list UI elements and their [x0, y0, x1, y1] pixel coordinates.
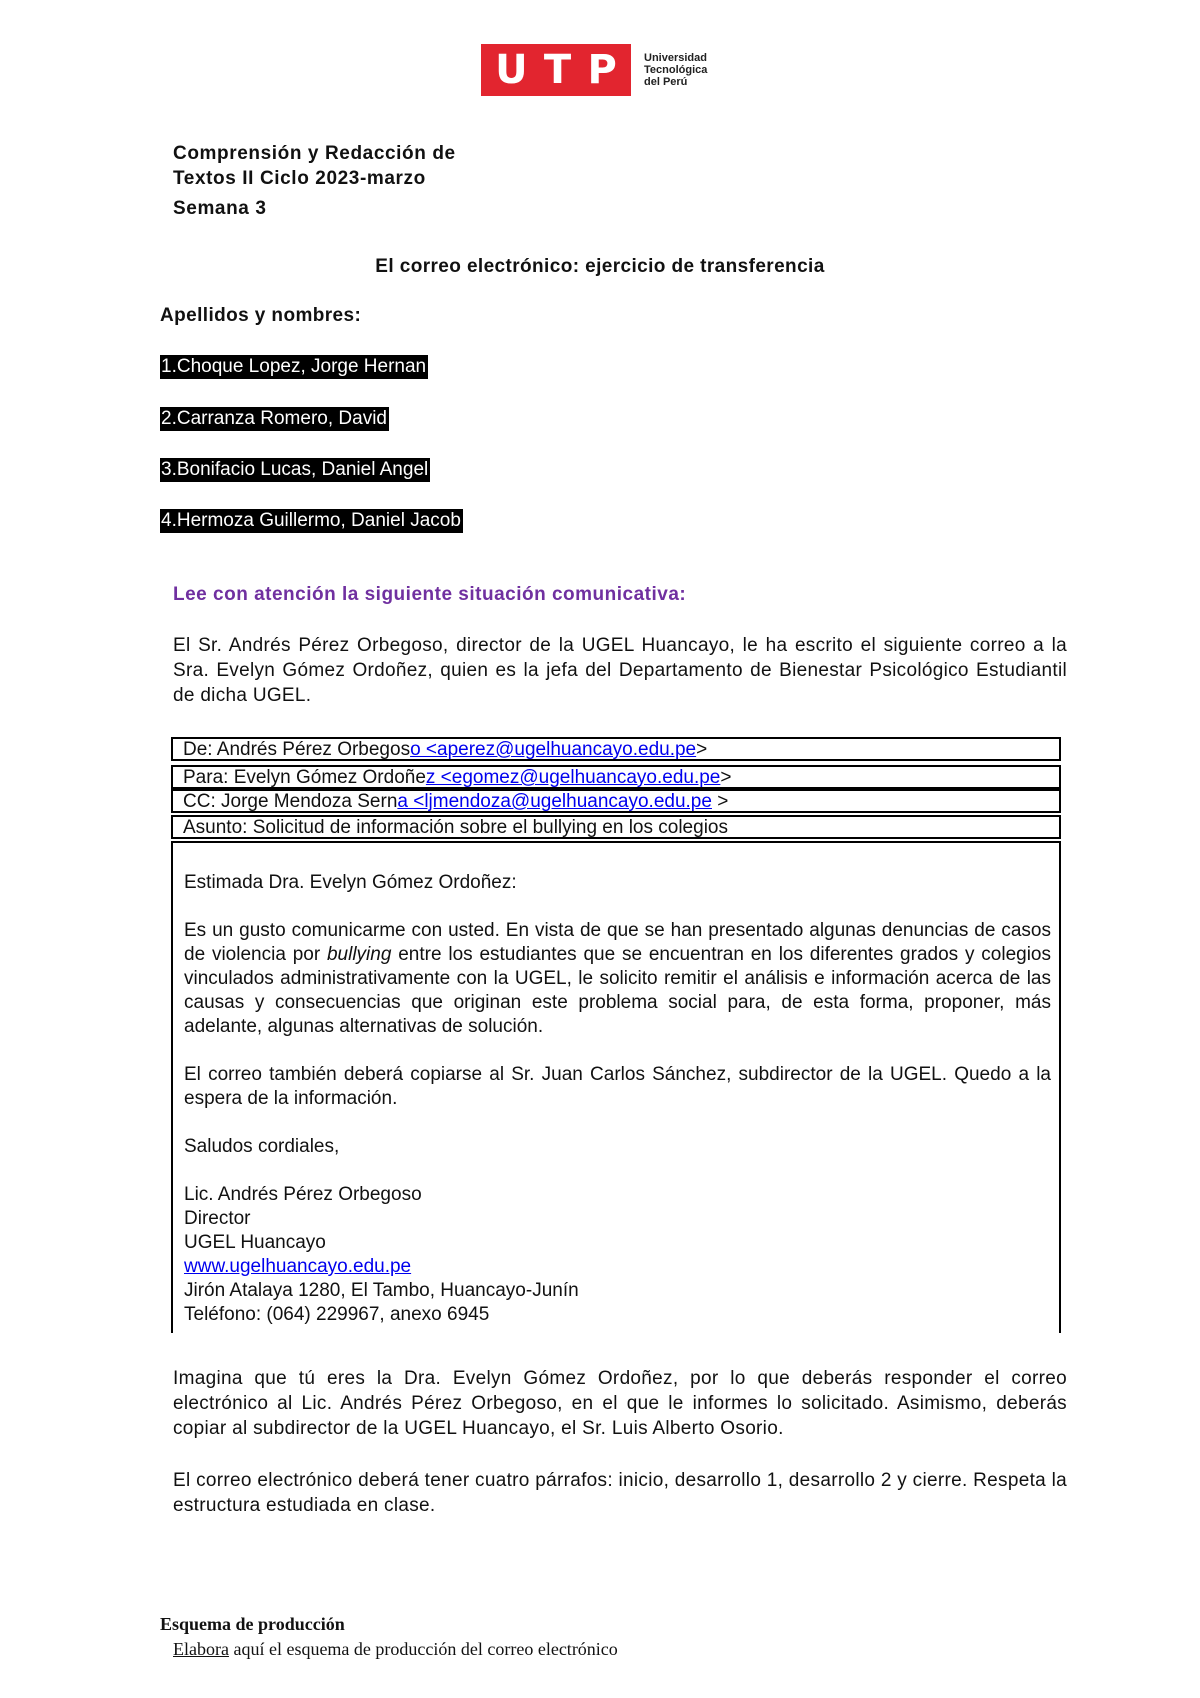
esquema-instruction [173, 1639, 618, 1660]
document-title: El correo electrónico: ejercicio de transferencia [375, 256, 825, 277]
logo-line-2: Tecnológica [644, 64, 708, 76]
email-to-link[interactable]: z <egomez@ugelhuancayo.edu.pe [425, 767, 721, 788]
email-example [171, 737, 1063, 1333]
email-p1-after: entre los estudiantes que se encuentran en los diferentes grados y colegios vinculados administrativamente con la UGEL, le solicito remitir el análisis e información acerca de las causas y consecuencias que originan este problema social para, de esta forma, proponer, más adelante, algunas alternativas de solución. [184, 944, 1051, 1037]
esquema-rest: aquí el esquema de producción del correo electrónico [228, 1639, 618, 1659]
email-closing: Saludos cordiales, [184, 1136, 340, 1157]
email-from-row [171, 737, 1061, 761]
signature-role: Director [184, 1208, 251, 1229]
logo-letter-u: U [495, 47, 528, 93]
student-name-2: 2.Carranza Romero, David [161, 408, 387, 429]
signature-website-link[interactable]: www.ugelhuancayo.edu.pe [184, 1256, 412, 1277]
names-label: Apellidos y nombres: [160, 305, 362, 326]
student-name-1: 1.Choque Lopez, Jorge Hernan [161, 356, 427, 377]
email-paragraph-1 [184, 919, 1051, 1039]
email-cc-link[interactable]: a <ljmendoza@ugelhuancayo.edu.pe [397, 791, 712, 812]
utp-logo [481, 44, 707, 96]
email-signature [184, 1183, 1051, 1327]
instructions-paragraph-2: El correo electrónico deberá tener cuatro párrafos: inicio, desarrollo 1, desarrollo 2 y cierre. Respeta la estructura estudiada en clase. [173, 1470, 1067, 1516]
student-name-3: 3.Bonifacio Lucas, Daniel Angel [161, 459, 429, 480]
email-subject-row: Asunto: Solicitud de información sobre el bullying en los colegios [171, 815, 1061, 839]
signature-phone: Teléfono: (064) 229967, anexo 6945 [184, 1304, 490, 1325]
email-p1-italic: bullying [326, 944, 392, 965]
logo-box [481, 44, 631, 96]
course-line-2: Textos II Ciclo 2023-marzo [173, 168, 426, 189]
signature-name: Lic. Andrés Pérez Orbegoso [184, 1184, 422, 1205]
email-cc-text: CC: Jorge Mendoza Sern [183, 791, 398, 812]
esquema-underlined-word: Elabora [173, 1639, 229, 1659]
email-paragraph-2: El correo también deberá copiarse al Sr. Juan Carlos Sánchez, subdirector de la UGEL. Quedo a la espera de la información. [184, 1064, 1051, 1109]
email-greeting: Estimada Dra. Evelyn Gómez Ordoñez: [184, 872, 517, 893]
situation-heading: Lee con atención la siguiente situación comunicativa: [173, 584, 687, 605]
email-cc-row [171, 789, 1061, 813]
instructions-paragraph-1: Imagina que tú eres la Dra. Evelyn Gómez Ordoñez, por lo que deberás responder el correo electrónico al Lic. Andrés Pérez Orbegoso, en el que le informes lo solicitado. Asimismo, deberás copiar al subdirector de la UGEL Huancayo, el Sr. Luis Alberto Osorio. [173, 1368, 1067, 1439]
email-from-link[interactable]: o <aperez@ugelhuancayo.edu.pe [410, 739, 697, 760]
email-body [171, 841, 1061, 1333]
esquema-heading: Esquema de producción [160, 1614, 345, 1634]
logo-letter-p: P [587, 47, 617, 93]
email-p1-before: Es un gusto comunicarme con usted. En vista de que se han presentado algunas denuncias de casos de violencia por [184, 920, 1051, 965]
course-line-1: Comprensión y Redacción de [173, 143, 456, 164]
logo-line-1: Universidad [644, 52, 707, 64]
logo-letter-t: T [543, 47, 572, 93]
email-to-row [171, 765, 1061, 789]
week-label: Semana 3 [173, 198, 267, 219]
email-to-text: Para: Evelyn Gómez Ordoñe [183, 767, 426, 788]
signature-address: Jirón Atalaya 1280, El Tambo, Huancayo-Junín [184, 1280, 579, 1301]
email-from-suffix: > [696, 739, 708, 760]
student-name-4: 4.Hermoza Guillermo, Daniel Jacob [161, 510, 461, 531]
email-from-text: De: Andrés Pérez Orbegos [183, 739, 411, 760]
intro-paragraph: El Sr. Andrés Pérez Orbegoso, director de la UGEL Huancayo, le ha escrito el siguiente correo a la Sra. Evelyn Gómez Ordoñez, quien es la jefa del Departamento de Bienestar Psicológico Estudiantil de dicha UGEL. [173, 635, 1067, 706]
logo-line-3: del Perú [644, 76, 688, 88]
email-cc-suffix: > [711, 791, 729, 812]
logo-text [644, 52, 707, 88]
email-to-suffix: > [720, 767, 732, 788]
signature-org: UGEL Huancayo [184, 1232, 326, 1253]
